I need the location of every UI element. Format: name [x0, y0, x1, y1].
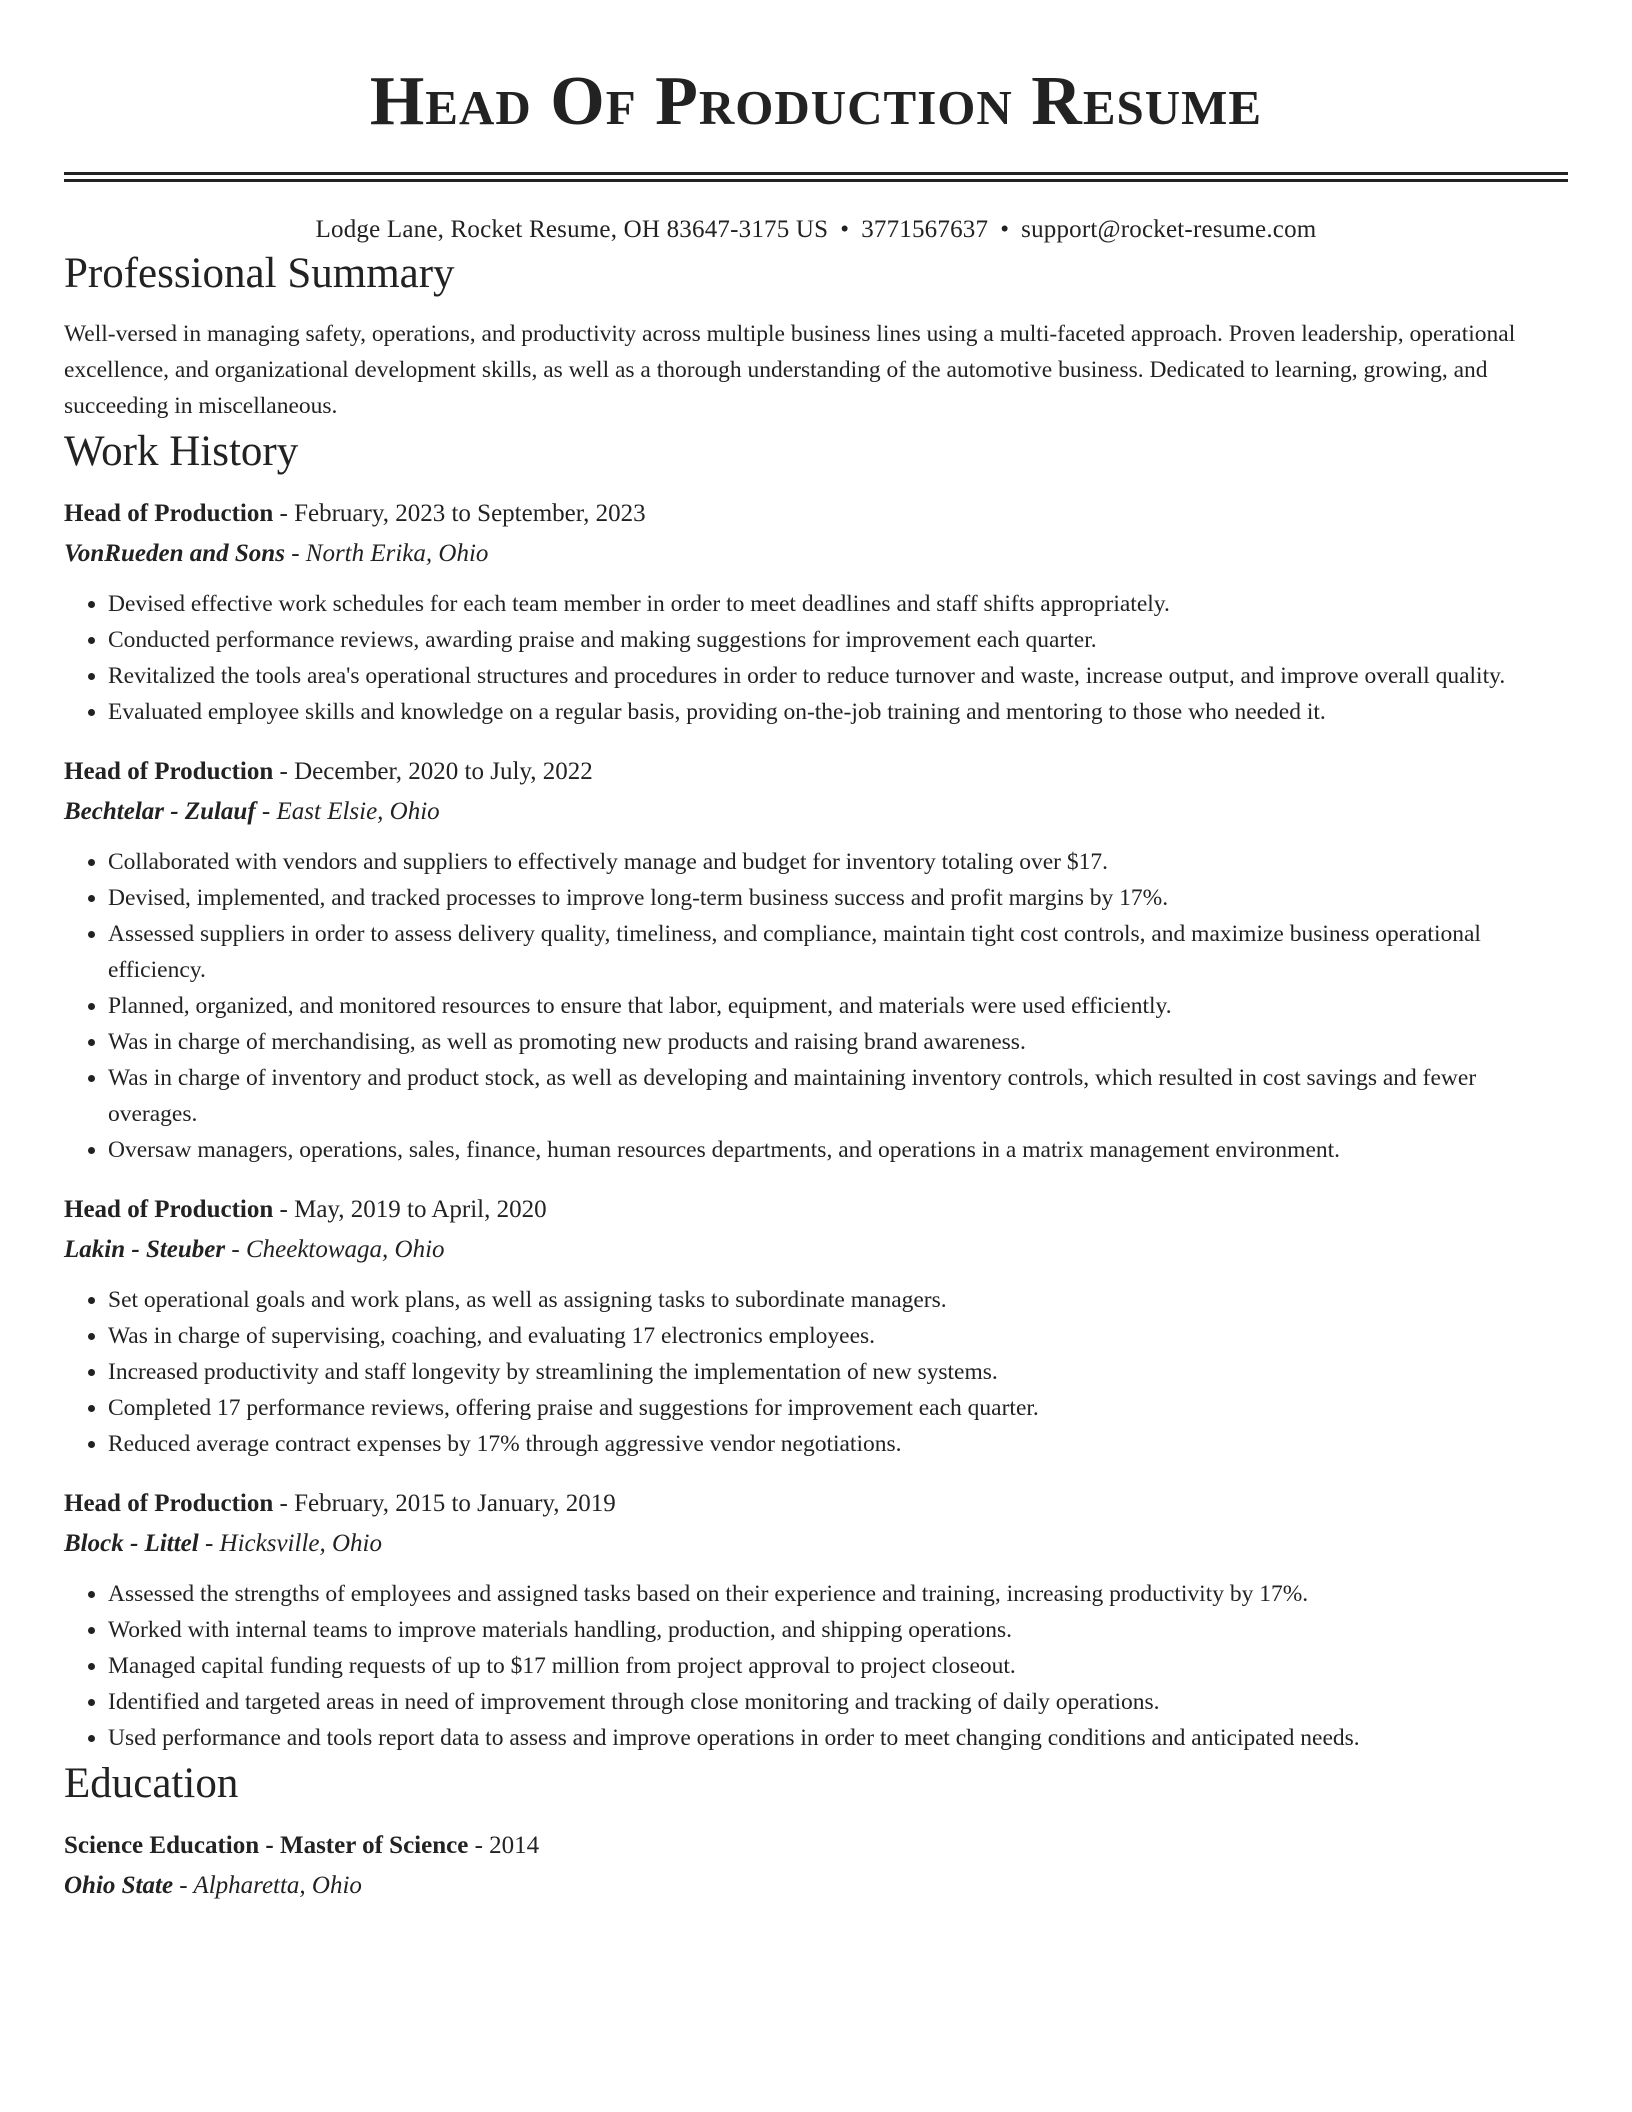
job-dash: - — [273, 758, 295, 785]
summary-text: Well-versed in managing safety, operations, and productivity across multiple business lines using a multi-faceted approach. Proven leadership, operational excellence, and organizational development skills, as well as a thorough understanding of the automotive business. Dedicated to learning, growing, and succeeding in miscellaneous. — [64, 321, 1516, 419]
job-dates: February, 2023 to September, 2023 — [294, 500, 646, 527]
contact-separator: • — [1000, 216, 1010, 243]
title-double-rule — [64, 172, 1568, 182]
contact-email: support@rocket-resume.com — [1021, 216, 1317, 243]
education-heading: Education — [64, 1760, 239, 1807]
education-dash: - — [468, 1832, 490, 1859]
education-degree: Science Education - Master of Science — [64, 1832, 469, 1859]
summary-heading: Professional Summary — [64, 250, 455, 297]
job-dates: December, 2020 to July, 2022 — [294, 758, 593, 785]
job-company: Lakin - Steuber — [64, 1236, 226, 1263]
job-duty-item: • Revitalized the tools area's operational structures and procedures in order to reduce turnover and waste, increase output, and improve overall quality. — [108, 658, 1568, 694]
job-duty-item: • Evaluated employee skills and knowledge on a regular basis, providing on-the-job training and mentoring to those who needed it. — [108, 694, 1568, 730]
job-duty-item: • Was in charge of merchandising, as well as promoting new products and raising brand awareness. — [108, 1024, 1568, 1060]
job-duty-item: • Used performance and tools report data to assess and improve operations in order to meet changing conditions and anticipated needs. — [108, 1720, 1568, 1756]
education-year: 2014 — [489, 1832, 540, 1859]
education-dash: - — [173, 1872, 194, 1899]
education-school: Ohio State — [64, 1872, 174, 1899]
job-duty-item: • Devised, implemented, and tracked processes to improve long-term business success and profit margins by 17%. — [108, 880, 1568, 916]
job-location: East Elsie, Ohio — [276, 798, 440, 825]
job-duty-item: • Oversaw managers, operations, sales, finance, human resources departments, and operations in a matrix management environment. — [108, 1132, 1568, 1168]
job-duty-item: • Managed capital funding requests of up to $17 million from project approval to project closeout. — [108, 1648, 1568, 1684]
job-title: Head of Production — [64, 1490, 274, 1517]
contact-line — [64, 214, 1568, 246]
job-duties-list — [64, 1282, 1568, 1462]
job-company-line — [64, 534, 1568, 574]
job-duty-item: • Set operational goals and work plans, as well as assigning tasks to subordinate managers. — [108, 1282, 1568, 1318]
education-location: Alpharetta, Ohio — [193, 1872, 362, 1899]
resume-title: Head Of Production Resume — [369, 63, 1263, 140]
job-location: Hicksville, Ohio — [219, 1530, 382, 1557]
job-company: Block - Littel — [64, 1530, 199, 1557]
job-dash: - — [273, 1196, 295, 1223]
job-dates: February, 2015 to January, 2019 — [294, 1490, 616, 1517]
job-company: Bechtelar - Zulauf — [64, 798, 256, 825]
job-company-line — [64, 1524, 1568, 1564]
job-title-line — [64, 494, 1568, 534]
job-duty-item: • Reduced average contract expenses by 17% through aggressive vendor negotiations. — [108, 1426, 1568, 1462]
job-duty-item: • Assessed suppliers in order to assess delivery quality, timeliness, and compliance, maintain tight cost controls, and maximize business operational efficiency. — [108, 916, 1568, 988]
job-title: Head of Production — [64, 758, 274, 785]
job-dash: - — [284, 540, 306, 567]
job-duty-item: • Planned, organized, and monitored resources to ensure that labor, equipment, and materials were used efficiently. — [108, 988, 1568, 1024]
job-dates: May, 2019 to April, 2020 — [294, 1196, 547, 1223]
job-title-line — [64, 1190, 1568, 1230]
job-duty-item: • Assessed the strengths of employees and assigned tasks based on their experience and training, increasing productivity by 17%. — [108, 1576, 1568, 1612]
job-company: VonRueden and Sons — [64, 540, 285, 567]
job-entry — [64, 494, 1568, 730]
job-location: North Erika, Ohio — [305, 540, 489, 567]
job-company-line — [64, 792, 1568, 832]
job-duty-item: • Increased productivity and staff longevity by streamlining the implementation of new systems. — [108, 1354, 1568, 1390]
job-location: Cheektowaga, Ohio — [245, 1236, 445, 1263]
job-dash: - — [273, 1490, 295, 1517]
job-title-line — [64, 752, 1568, 792]
job-entry — [64, 1190, 1568, 1462]
education-entry — [64, 1826, 1568, 1906]
education-school-line — [64, 1866, 1568, 1906]
job-dash: - — [198, 1530, 220, 1557]
job-title: Head of Production — [64, 500, 274, 527]
work-history-heading: Work History — [64, 428, 299, 475]
job-duties-list — [64, 1576, 1568, 1756]
job-duty-item: • Was in charge of inventory and product stock, as well as developing and maintaining inventory controls, which resulted in cost savings and fewer overages. — [108, 1060, 1568, 1132]
job-duty-item: • Collaborated with vendors and suppliers to effectively manage and budget for inventory totaling over $17. — [108, 844, 1568, 880]
job-duty-item: • Was in charge of supervising, coaching, and evaluating 17 electronics employees. — [108, 1318, 1568, 1354]
job-title-line — [64, 1484, 1568, 1524]
job-duty-item: • Completed 17 performance reviews, offering praise and suggestions for improvement each quarter. — [108, 1390, 1568, 1426]
job-entry — [64, 1484, 1568, 1756]
job-duty-item: • Identified and targeted areas in need of improvement through close monitoring and tracking of daily operations. — [108, 1684, 1568, 1720]
job-duty-item: • Worked with internal teams to improve materials handling, production, and shipping operations. — [108, 1612, 1568, 1648]
job-duties-list — [64, 586, 1568, 730]
education-degree-line — [64, 1826, 1568, 1866]
work-history-list — [64, 494, 1568, 1756]
job-dash: - — [255, 798, 277, 825]
job-duties-list — [64, 844, 1568, 1168]
job-duty-item: • Devised effective work schedules for each team member in order to meet deadlines and staff shifts appropriately. — [108, 586, 1568, 622]
job-dash: - — [225, 1236, 246, 1263]
contact-address: Lodge Lane, Rocket Resume, OH 83647-3175 US — [315, 216, 829, 243]
contact-separator: • — [840, 216, 850, 243]
job-duty-item: • Conducted performance reviews, awarding praise and making suggestions for improvement each quarter. — [108, 622, 1568, 658]
contact-phone: 3771567637 — [861, 216, 989, 243]
job-title: Head of Production — [64, 1196, 274, 1223]
job-dash: - — [273, 500, 295, 527]
job-entry — [64, 752, 1568, 1168]
job-company-line — [64, 1230, 1568, 1270]
